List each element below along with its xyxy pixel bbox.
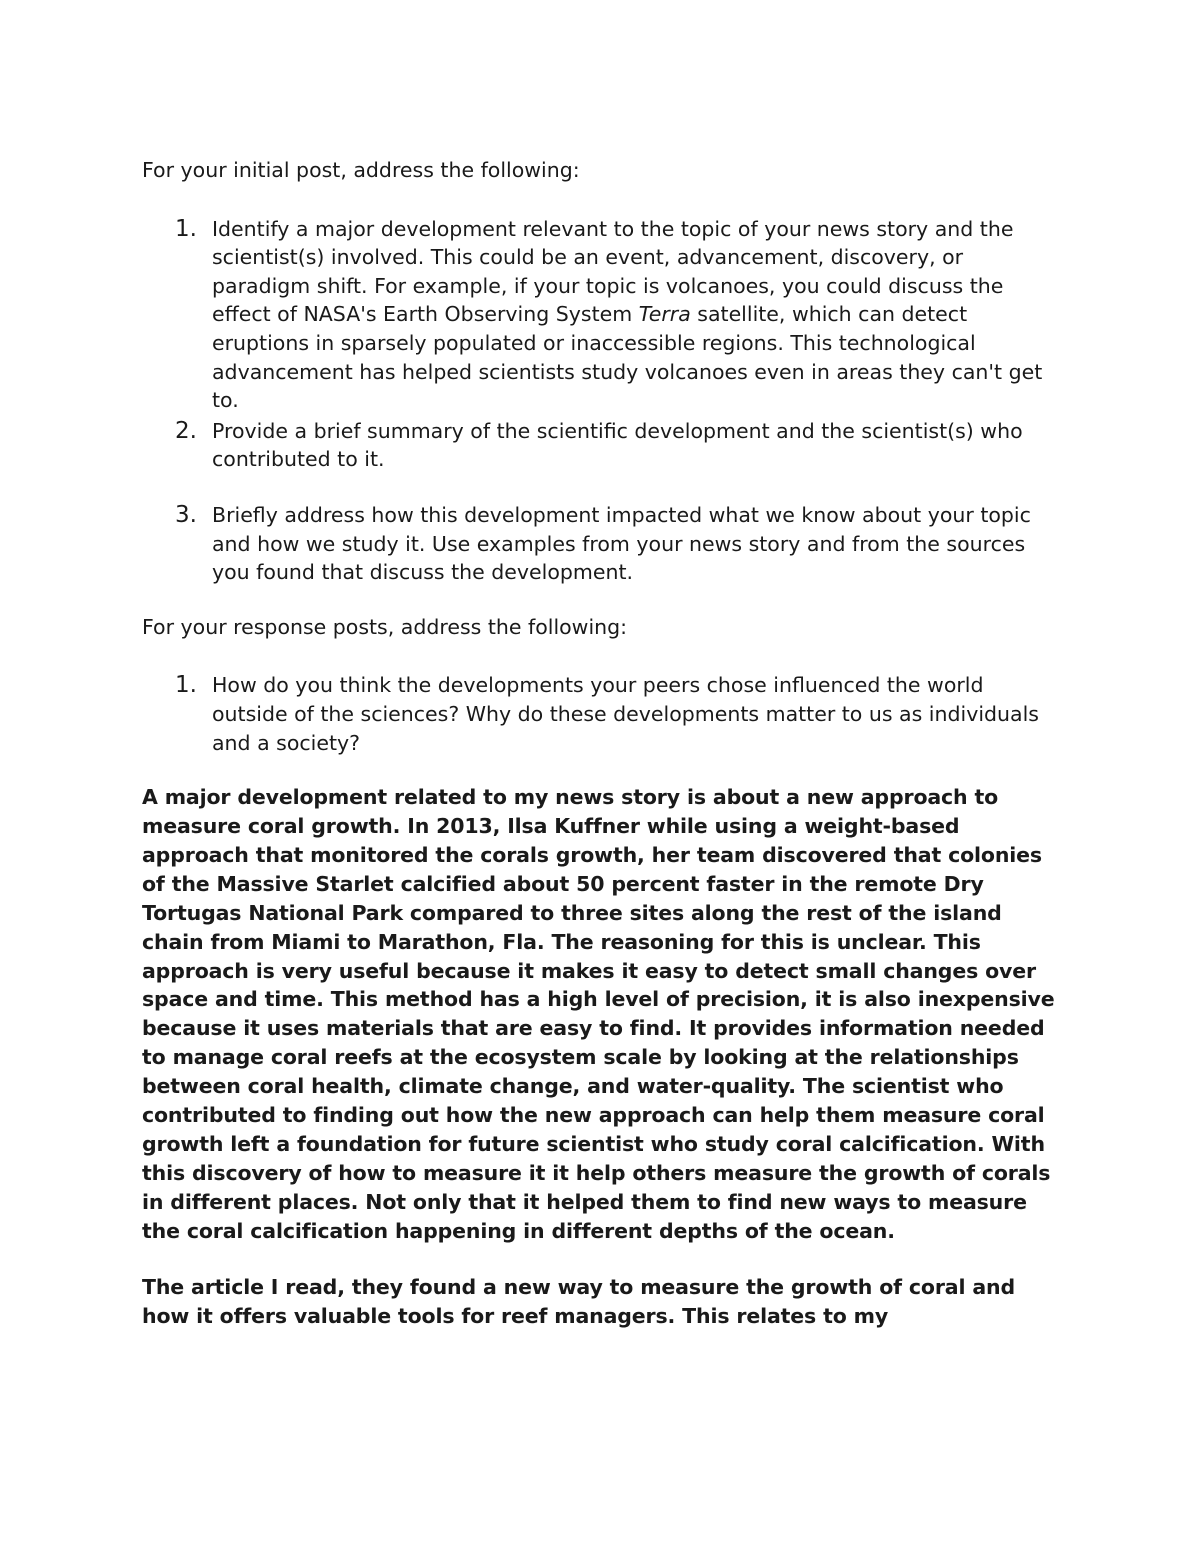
list-number: 1. [175, 215, 197, 242]
answer-paragraph: A major development related to my news story is about a new approach to measure coral growth. In 2013, Ilsa Kuffner while using a weight-based approach that monitored the corals growth, her team discovered that colonies of the Massive Starlet calcified about 50 percent faster in the remote Dry Tortugas National Park compared to three sites along the rest of the island chain from Miami to Marathon, Fla. The reasoning for this is unclear. This approach is very useful because it makes it easy to detect small changes over space and time. This method has a high level of precision, it is also inexpensive because it uses materials that are easy to find. It provides information needed to manage coral reefs at the ecosystem scale by looking at the relationships between coral health, climate change, and water-quality. The scientist who contributed to finding out how the new approach can help them measure coral growth left a foundation for future scientist who study coral calcification. With this discovery of how to measure it it help others measure the growth of corals in different places. Not only that it helped them to find new ways to measure the coral calcification happening in different depths of the ocean. [142, 785, 1055, 1243]
list-item [142, 215, 1062, 415]
list-number: 3. [175, 501, 197, 528]
list-number: 1. [175, 672, 197, 699]
list-item-text: Briefly address how this development impacted what we know about your topic and how we study it. Use examples from your news story and from the sources you found that discuss the development. [212, 502, 1031, 585]
response-post-list [142, 671, 1062, 757]
italic-term: Terra [638, 302, 691, 327]
document-page [142, 156, 1062, 1330]
list-item [142, 671, 1062, 757]
initial-post-list [142, 215, 1062, 587]
initial-post-heading: For your initial post, address the following: [142, 158, 580, 182]
answer-paragraph: The article I read, they found a new way to measure the growth of coral and how it offers valuable tools for reef managers. This relates to my [142, 1274, 1015, 1328]
response-post-heading: For your response posts, address the following: [142, 614, 628, 639]
list-item-text: Identify a major development relevant to the topic of your news story and the scientist(s) involved. This could be an event, advancement, discovery, or paradigm shift. For example, if your topic is volcanoes, you could discuss the effect of NASA's Earth Observing System Terra satellite, which can detect eruptions in sparsely populated or inaccessible regions. This technological advancement has helped scientists study volcanoes even in areas they can't get to. [212, 216, 1043, 413]
list-number: 2. [175, 417, 197, 444]
list-item [142, 501, 1062, 587]
list-item-text: Provide a brief summary of the scientific development and the scientist(s) who contributed to it. [212, 418, 1023, 472]
list-item [142, 417, 1062, 474]
list-item-text: How do you think the developments your peers chose influenced the world outside of the sciences? Why do these developments matter to us as individuals and a society? [212, 673, 1039, 755]
